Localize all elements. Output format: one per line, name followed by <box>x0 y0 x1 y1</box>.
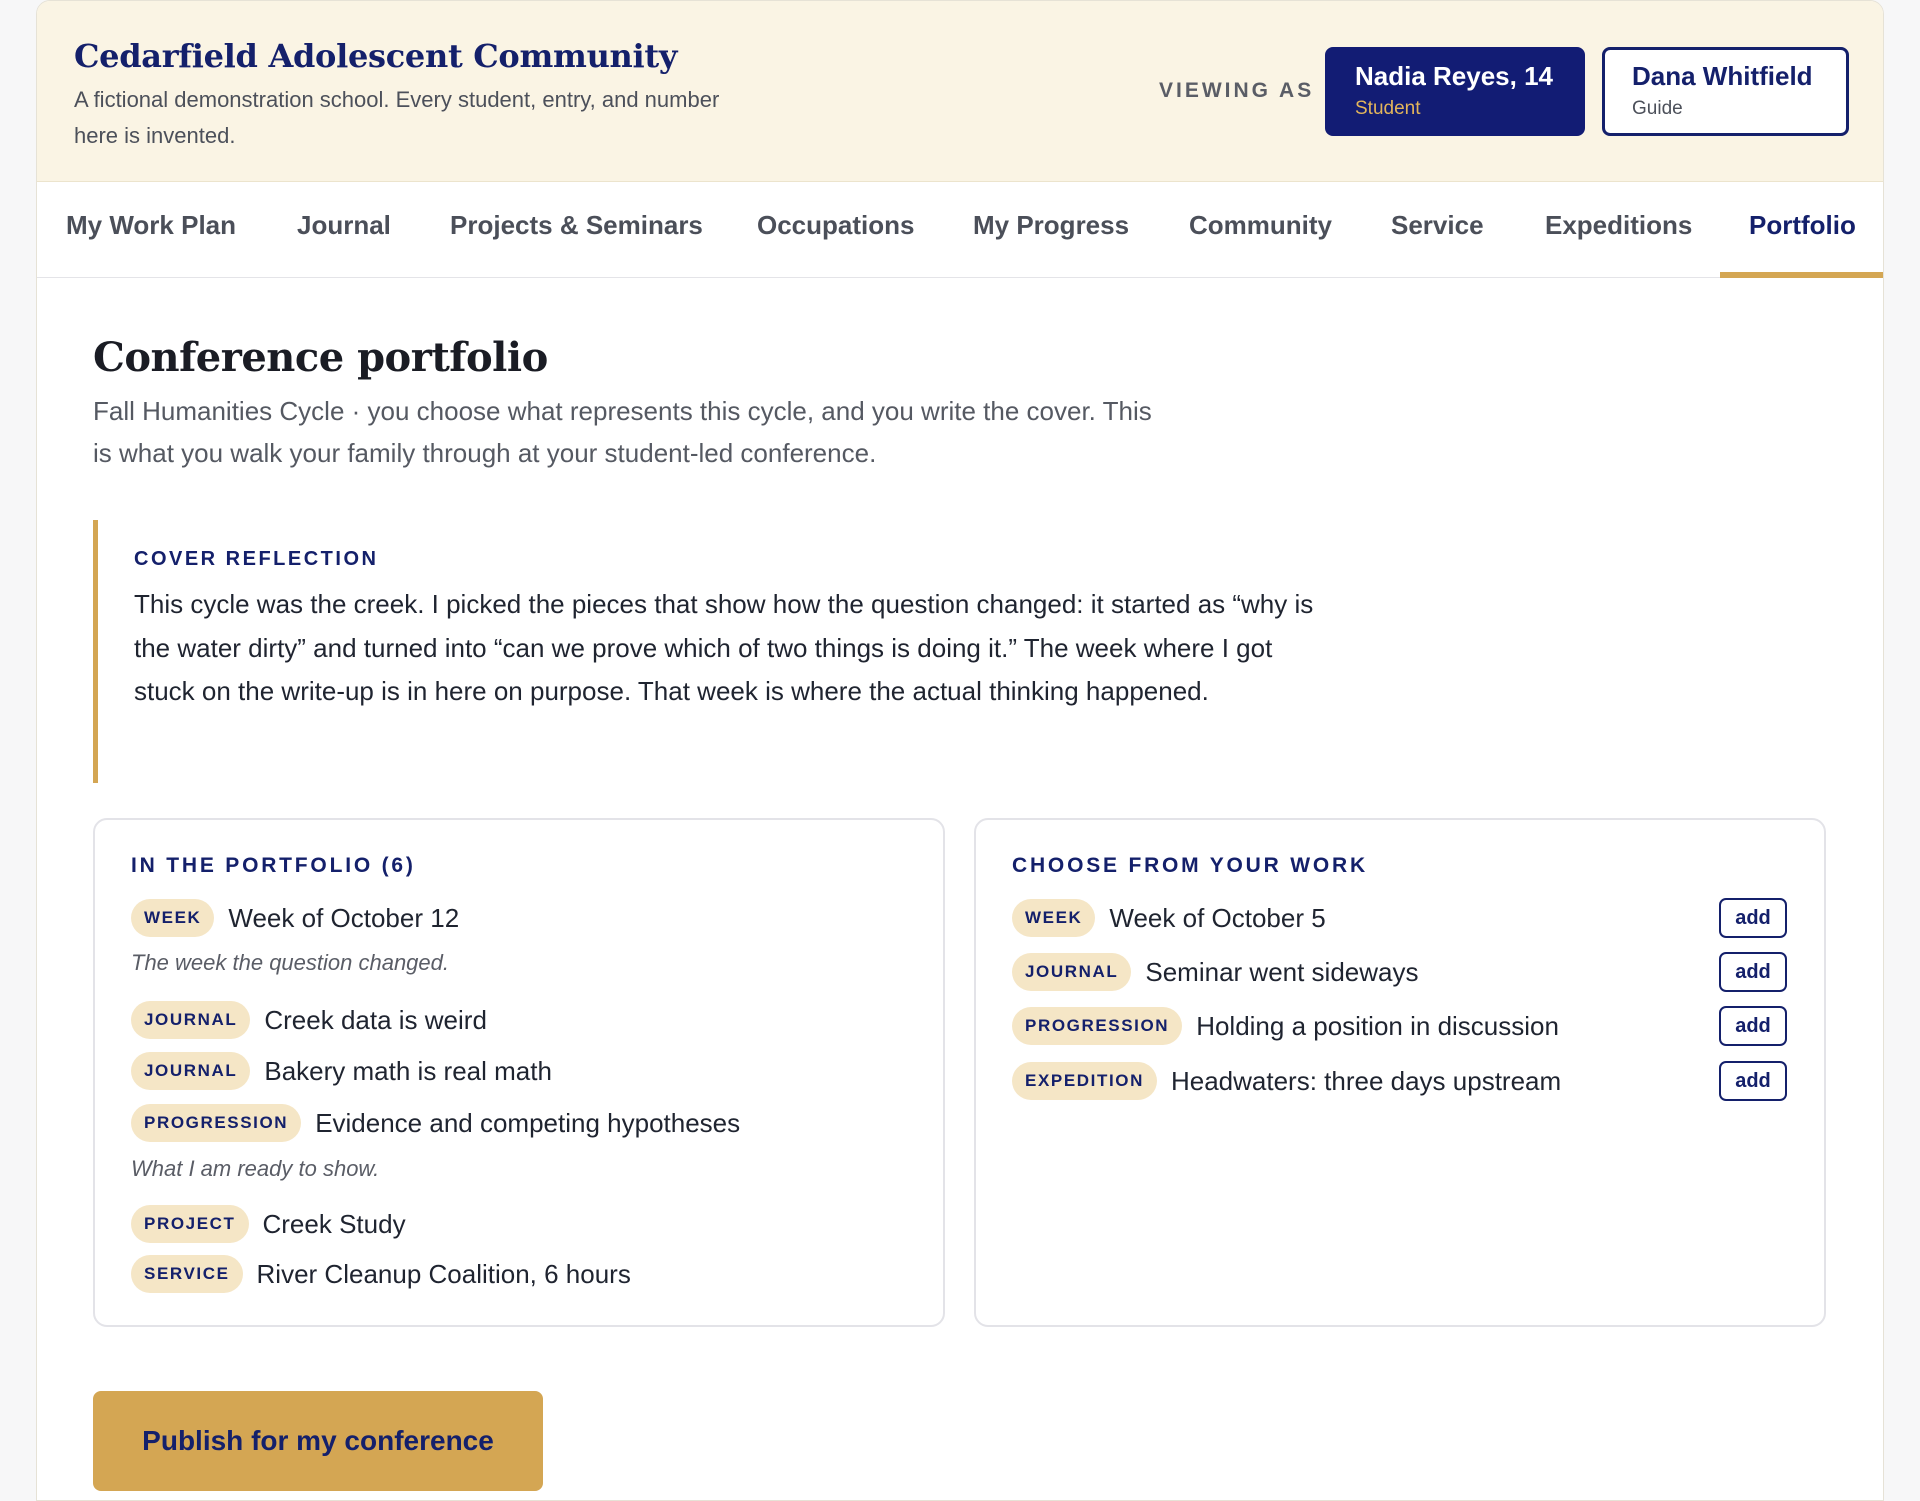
cover-reflection <box>93 520 1393 783</box>
tag-chip: EXPEDITION <box>1012 1062 1157 1100</box>
item-title: Week of October 5 <box>1109 902 1326 933</box>
page-title: Conference portfolio <box>93 334 548 381</box>
active-tab-indicator <box>1720 272 1884 278</box>
tag-chip: JOURNAL <box>131 1001 250 1039</box>
cover-reflection-text: This cycle was the creek. I picked the pieces that show how the question changed: it started as “why is the water dirty” and turned into “can we prove which of two things is doing it.” The week where I got stuck on the write-up is in here on purpose. That week is where the actual thinking happened. <box>134 589 1314 706</box>
add-button[interactable]: add <box>1719 1061 1787 1101</box>
list-item <box>1012 898 1326 938</box>
item-note: What I am ready to show. <box>131 1156 380 1181</box>
list-item <box>1012 1006 1559 1046</box>
item-title: Headwaters: three days upstream <box>1170 1065 1562 1096</box>
app-shell <box>36 0 1884 1501</box>
tab-portfolio[interactable]: Portfolio <box>1749 210 1856 240</box>
tab-my-work-plan[interactable]: My Work Plan <box>66 210 237 240</box>
list-item[interactable] <box>131 1103 740 1143</box>
role-switch-guide[interactable] <box>1602 47 1849 136</box>
publish-button[interactable]: Publish for my conference <box>93 1391 543 1491</box>
list-item <box>1012 1061 1561 1101</box>
tag-chip: WEEK <box>131 899 214 937</box>
list-item[interactable] <box>131 898 459 938</box>
item-title: Holding a position in discussion <box>1196 1010 1559 1041</box>
panel-title: IN THE PORTFOLIO (6) <box>131 854 416 877</box>
school-subtitle: A fictional demonstration school. Every student, entry, and number here is invented. <box>74 87 720 148</box>
site-header <box>37 1 1883 182</box>
item-title: Bakery math is real math <box>264 1055 552 1086</box>
role-switch-student[interactable] <box>1325 47 1585 136</box>
panel-title: CHOOSE FROM YOUR WORK <box>1012 854 1368 877</box>
add-button[interactable]: add <box>1719 1006 1787 1046</box>
item-note: The week the question changed. <box>131 950 450 975</box>
list-item[interactable] <box>131 1254 631 1294</box>
role-type: Guide <box>1632 98 1683 119</box>
tag-chip: PROGRESSION <box>131 1104 301 1142</box>
cover-reflection-label: COVER REFLECTION <box>134 548 379 570</box>
tag-chip: WEEK <box>1012 899 1095 937</box>
tag-chip: JOURNAL <box>1012 953 1131 991</box>
choose-work-panel <box>974 818 1826 1327</box>
viewing-as-label: VIEWING AS <box>1159 79 1315 102</box>
item-title: Seminar went sideways <box>1145 956 1419 987</box>
list-item <box>1012 952 1419 992</box>
list-item[interactable] <box>131 1051 552 1091</box>
item-title: Week of October 12 <box>228 902 460 933</box>
role-type: Student <box>1355 98 1421 119</box>
tab-service[interactable]: Service <box>1391 210 1484 240</box>
item-title: Creek Study <box>262 1208 406 1239</box>
add-button[interactable]: add <box>1719 952 1787 992</box>
item-title: Evidence and competing hypotheses <box>315 1107 741 1138</box>
tag-chip: JOURNAL <box>131 1052 250 1090</box>
list-item[interactable] <box>131 1000 487 1040</box>
tag-chip: PROJECT <box>131 1205 249 1243</box>
portfolio-panel <box>93 818 945 1327</box>
tab-journal[interactable]: Journal <box>297 210 391 240</box>
tab-occupations[interactable]: Occupations <box>757 210 915 240</box>
item-title: Creek data is weird <box>264 1004 487 1035</box>
tab-community[interactable]: Community <box>1189 210 1332 240</box>
tab-my-progress[interactable]: My Progress <box>973 210 1130 240</box>
add-button[interactable]: add <box>1719 898 1787 938</box>
page-subtitle: Fall Humanities Cycle · you choose what represents this cycle, and you write the cover. This is what you walk your family through at your student-led conference. <box>93 396 1152 468</box>
list-item[interactable] <box>131 1204 406 1244</box>
school-name: Cedarfield Adolescent Community <box>74 37 678 75</box>
tag-chip: SERVICE <box>131 1255 243 1293</box>
item-title: River Cleanup Coalition, 6 hours <box>256 1258 631 1289</box>
tag-chip: PROGRESSION <box>1012 1007 1182 1045</box>
tab-projects-seminars[interactable]: Projects & Seminars <box>450 210 703 240</box>
role-name: Dana Whitfield <box>1632 61 1813 91</box>
role-name: Nadia Reyes, 14 <box>1355 61 1554 91</box>
tab-expeditions[interactable]: Expeditions <box>1545 210 1693 240</box>
main-nav <box>37 182 1883 278</box>
